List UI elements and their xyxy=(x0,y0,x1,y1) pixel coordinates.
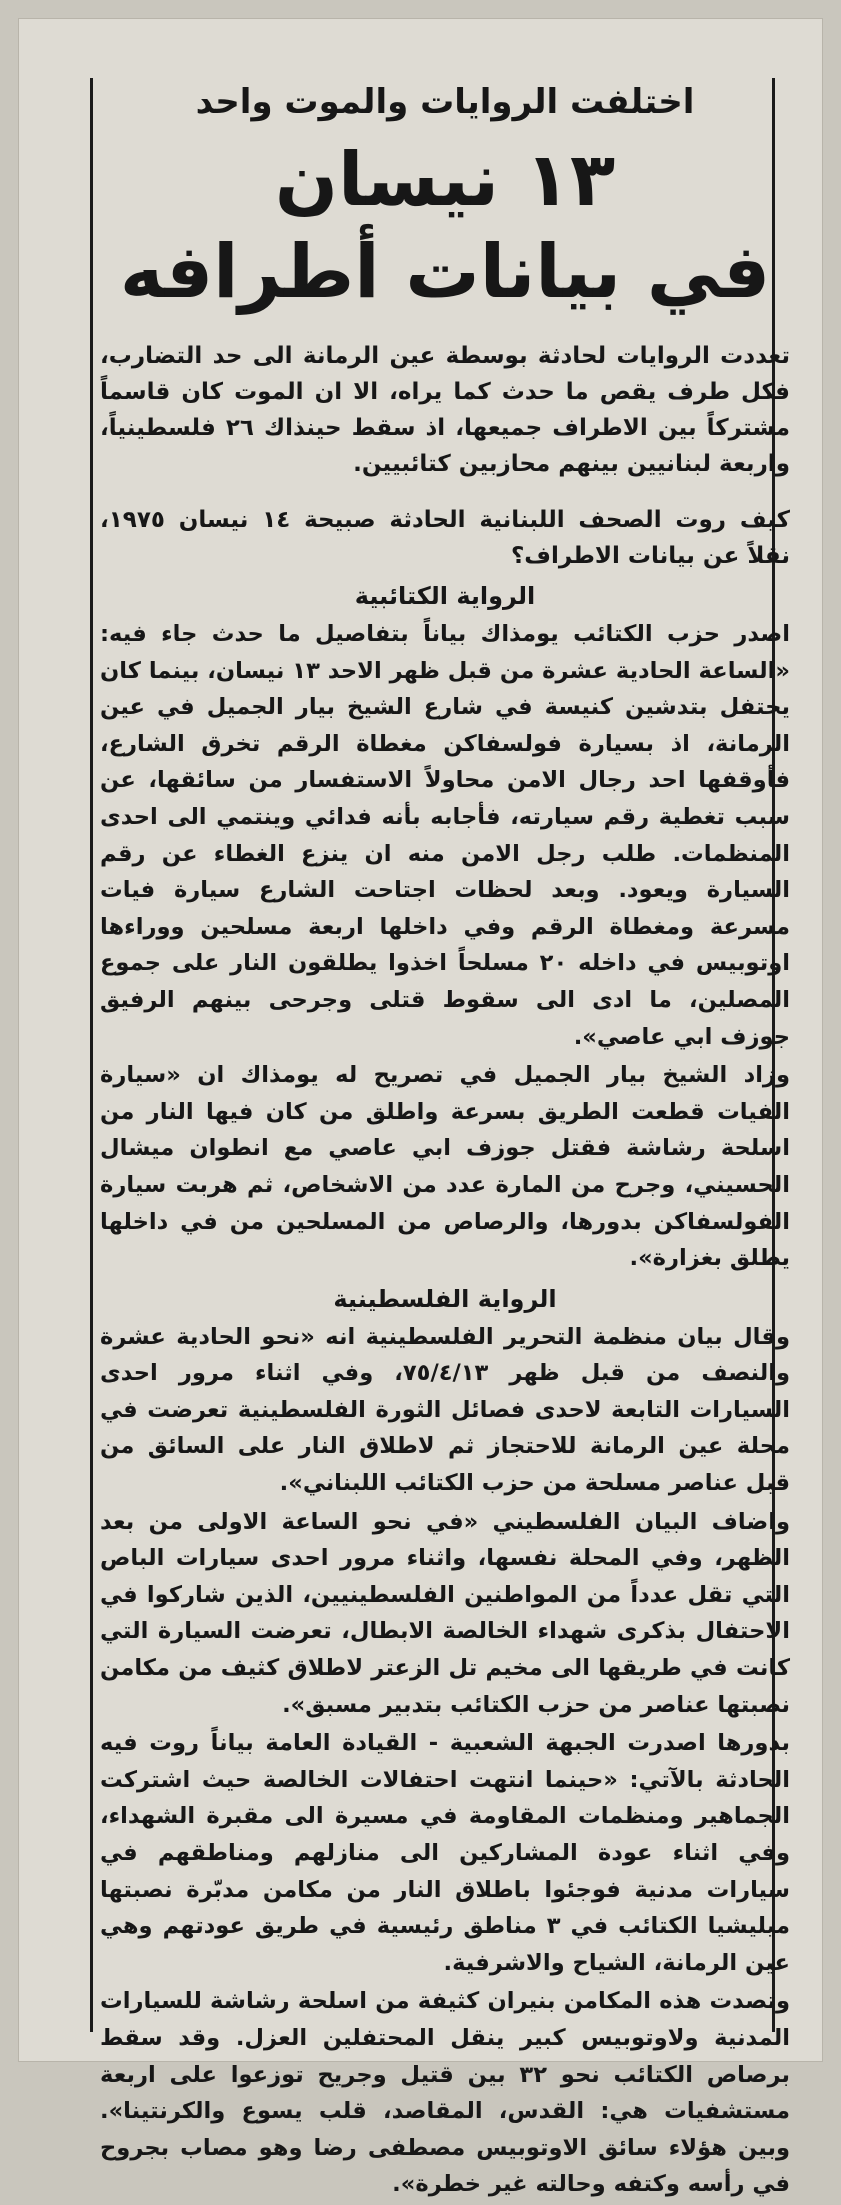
lead-paragraph-1: تعددت الروايات لحادثة بوسطة عين الرمانة الى حد التضارب، فكل طرف يقص ما حدث كما يراه، الا ان الموت كان قاسماً مشتركاً بين الاطراف جميعها، اذ سقط حينذاك ٢٦ فلسطينياً، واربعة لبنانيين بينهم محازبين كتائبيين. xyxy=(100,343,790,477)
section-heading-kataeb: الرواية الكتائبية xyxy=(354,582,536,610)
column-rule-left xyxy=(90,78,93,2032)
article-kicker: اختلفت الروايات والموت واحد xyxy=(195,82,695,122)
article xyxy=(100,80,790,2205)
palestinian-paragraph-4: وتصدت هذه المكامن بنيران كثيفة من اسلحة رشاشة للسيارات المدنية ولاوتوبيس كبير ينقل المحتفلين العزل. وقد سقط برصاص الكتائب نحو ٣٢ بين قتيل وجريح توزعوا على اربعة مستشفيات هي: القدس، المقاصد، قلب يسوع والكرنتينا». وبين هؤلاء سائق الاوتوبيس مصطفى رضا وهو مصاب بجروح في رأسه وكتفه وحالته غير خطرة». xyxy=(100,1988,790,2198)
palestinian-paragraph-1: وقال بيان منظمة التحرير الفلسطينية انه «نحو الحادية عشرة والنصف من قبل ظهر ٧٥/٤/١٣، وفي اثناء مرور احدى السيارات التابعة لاحدى فصائل الثورة الفلسطينية تعرضت في محلة عين الرمانة للاحتجاز ثم لاطلاق النار على السائق من قبل عناصر مسلحة من حزب الكتائب اللبناني». xyxy=(100,1323,790,1497)
palestinian-paragraph-3: بدورها اصدرت الجبهة الشعبية - القيادة العامة بياناً روت فيه الحادثة بالآتي: «حينما انتهت احتفالات الخالصة حيث اشتركت الجماهير ومنظمات المقاومة في مسيرة الى مقبرة الشهداء، وفي اثناء عودة المشاركين الى منازلهم ومناطقهم في سيارات مدنية فوجئوا باطلاق النار من مكامن مدبّرة نصبتها ميليشيا الكتائب في ٣ مناطق رئيسية في طريق عودتهم وهي عين الرمانة، الشياح والاشرفية. xyxy=(100,1730,790,1976)
headline-line-2: في بيانات أطرافه xyxy=(119,229,771,315)
kataeb-paragraph-2: وزاد الشيخ بيار الجميل في تصريح له يومذاك ان «سيارة الفيات قطعت الطريق بسرعة واطلق من كان فيها النار من اسلحة رشاشة فقتل جوزف ابي عاصي مع انطوان ميشال الحسيني، وجرح من المارة عدد من الاشخاص، ثم هربت سيارة الفولسفاكن بدورها، والرصاص من المسلحين من في داخلها يطلق بغزارة». xyxy=(100,1062,790,1272)
kataeb-paragraph-1: اصدر حزب الكتائب يومذاك بياناً بتفاصيل ما حدث جاء فيه: «الساعة الحادية عشرة من قبل ظهر الاحد ١٣ نيسان، بينما كان يحتفل بتدشين كنيسة في شارع الشيخ بيار الجميل في عين الرمانة، اذ بسيارة فولسفاكن مغطاة الرقم تخرق الشارع، فأوقفها احد رجال الامن محاولاً الاستفسار من سائقها، عن سبب تغطية رقم سيارته، فأجابه بأنه فدائي وينتمي الى احدى المنظمات. طلب رجل الامن منه ان ينزع الغطاء عن رقم السيارة ويعود. وبعد لحظات اجتاحت الشارع سيارة فيات مسرعة ومغطاة الرقم وفي داخلها اربعة مسلحين ووراءها اوتوبيس في داخله ٢٠ مسلحاً اخذوا يطلقون النار على جموع المصلين، ما ادى الى سقوط قتلى وجرحى بينهم الرفيق جوزف ابي عاصي». xyxy=(100,621,790,1050)
lead-paragraph-2: كيف روت الصحف اللبنانية الحادثة صبيحة ١٤ نيسان ١٩٧٥، نقلاً عن بيانات الاطراف؟ xyxy=(100,507,790,569)
section-heading-palestinian: الرواية الفلسطينية xyxy=(333,1284,557,1313)
palestinian-paragraph-2: واضاف البيان الفلسطيني «في نحو الساعة الاولى من بعد الظهر، وفي المحلة نفسها، واثناء مرور احدى سيارات الباص التي تقل عدداً من المواطنين الفلسطينيين، الذين شاركوا في الاحتفال بذكرى شهداء الخالصة الابطال، تعرضت السيارة التي كانت في طريقها الى مخيم تل الزعتر لاطلاق كثيف من مكامن نصبتها عناصر من حزب الكتائب بتدبير مسبق». xyxy=(100,1508,790,1718)
newspaper-clipping xyxy=(18,18,823,2198)
headline-line-1: ١٣ نيسان xyxy=(274,137,616,223)
